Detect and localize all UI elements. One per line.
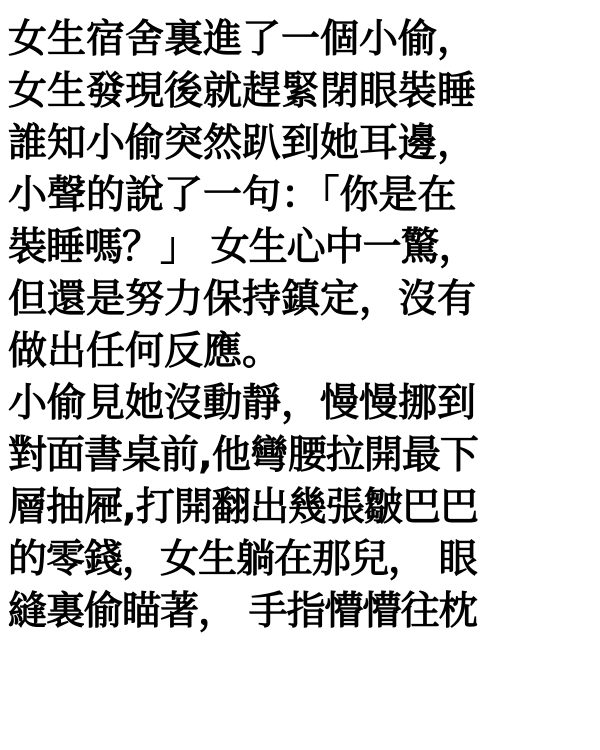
text-line: 誰知小偷突然趴到她耳邊，	[8, 121, 477, 166]
paragraph-1	[8, 14, 592, 378]
text-line: 小偷見她沒動靜，慢慢挪到	[8, 381, 477, 426]
paragraph-2	[8, 378, 592, 638]
text-line: 做出任何反應。	[8, 329, 282, 374]
text-line: 女生宿舍裏進了一個小偷，	[8, 17, 477, 62]
text-line: 對面書桌前,他彎腰拉開最下	[8, 433, 478, 478]
text-line: 但還是努力保持鎮定，沒有	[8, 277, 477, 322]
text-line: 縫裏偷瞄著， 手指懵懵往枕	[8, 589, 477, 634]
text-line: 裝睡嗎？」 女生心中一驚，	[8, 225, 477, 270]
text-line: 女生發現後就趕緊閉眼裝睡	[8, 69, 477, 114]
text-line: 小聲的說了一句：「你是在	[8, 173, 457, 218]
text-line: 的零錢，女生躺在那兒， 眼	[8, 537, 477, 582]
text-line: 層抽屜,打開翻出幾張皺巴巴	[8, 485, 478, 530]
